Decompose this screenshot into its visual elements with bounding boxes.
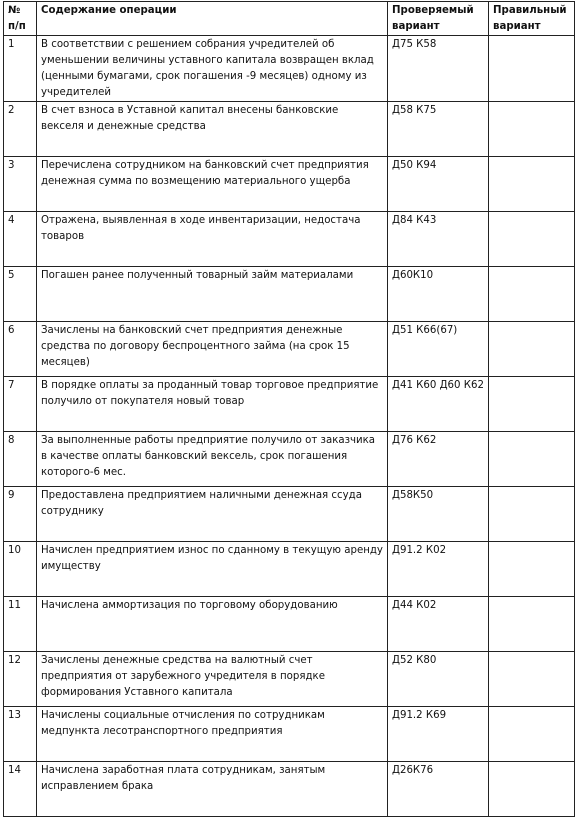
header-checked: Проверяемый вариант	[388, 2, 489, 36]
cell-num: 2	[4, 102, 37, 157]
cell-checked: Д44 К02	[388, 597, 489, 652]
table-body	[4, 36, 575, 817]
cell-description: Погашен ранее полученный товарный займ материалами	[37, 267, 388, 322]
cell-correct	[489, 267, 575, 322]
header-correct: Правильный вариант	[489, 2, 575, 36]
table-row	[4, 542, 575, 597]
cell-correct	[489, 377, 575, 432]
cell-correct	[489, 487, 575, 542]
table-row	[4, 597, 575, 652]
cell-description: Начислена аммортизация по торговому оборудованию	[37, 597, 388, 652]
header-num: № п/п	[4, 2, 37, 36]
cell-description: В счет взноса в Уставной капитал внесены банковские векселя и денежные средства	[37, 102, 388, 157]
cell-checked: Д84 К43	[388, 212, 489, 267]
operations-table	[3, 1, 575, 817]
cell-checked: Д75 К58	[388, 36, 489, 102]
cell-num: 7	[4, 377, 37, 432]
cell-correct	[489, 597, 575, 652]
cell-checked: Д50 К94	[388, 157, 489, 212]
cell-correct	[489, 762, 575, 817]
cell-checked: Д52 К80	[388, 652, 489, 707]
table-row	[4, 102, 575, 157]
header-description: Содержание операции	[37, 2, 388, 36]
cell-description: Перечислена сотрудником на банковский счет предприятия денежная сумма по возмещению материального ущерба	[37, 157, 388, 212]
cell-checked: Д26К76	[388, 762, 489, 817]
cell-description: Отражена, выявленная в ходе инвентаризации, недостача товаров	[37, 212, 388, 267]
cell-correct	[489, 102, 575, 157]
table-header-row	[4, 2, 575, 36]
table-row	[4, 157, 575, 212]
table-row	[4, 377, 575, 432]
cell-num: 6	[4, 322, 37, 377]
cell-description: Зачислены на банковский счет предприятия денежные средства по договору беспроцентного займа (на срок 15 месяцев)	[37, 322, 388, 377]
cell-checked: Д91.2 К69	[388, 707, 489, 762]
cell-num: 12	[4, 652, 37, 707]
cell-description: Начислены социальные отчисления по сотрудникам медпункта лесотранспортного предприятия	[37, 707, 388, 762]
cell-num: 5	[4, 267, 37, 322]
cell-checked: Д58 К75	[388, 102, 489, 157]
cell-correct	[489, 322, 575, 377]
table-row	[4, 707, 575, 762]
cell-correct	[489, 36, 575, 102]
cell-description: Начислена заработная плата сотрудникам, занятым исправлением брака	[37, 762, 388, 817]
cell-checked: Д41 К60 Д60 К62	[388, 377, 489, 432]
table-row	[4, 487, 575, 542]
cell-checked: Д58К50	[388, 487, 489, 542]
cell-num: 9	[4, 487, 37, 542]
cell-correct	[489, 432, 575, 487]
table-row	[4, 267, 575, 322]
cell-correct	[489, 652, 575, 707]
cell-checked: Д91.2 К02	[388, 542, 489, 597]
cell-correct	[489, 157, 575, 212]
table-row	[4, 212, 575, 267]
cell-num: 3	[4, 157, 37, 212]
cell-checked: Д51 К66(67)	[388, 322, 489, 377]
table-row	[4, 432, 575, 487]
cell-num: 11	[4, 597, 37, 652]
cell-num: 10	[4, 542, 37, 597]
cell-description: В порядке оплаты за проданный товар торговое предприятие получило от покупателя новый товар	[37, 377, 388, 432]
table-row	[4, 762, 575, 817]
table-row	[4, 36, 575, 102]
cell-num: 1	[4, 36, 37, 102]
cell-num: 4	[4, 212, 37, 267]
cell-description: За выполненные работы предприятие получило от заказчика в качестве оплаты банковский вексель, срок погашения которого-6 мес.	[37, 432, 388, 487]
cell-description: Зачислены денежные средства на валютный счет предприятия от зарубежного учредителя в порядке формирования Уставного капитала	[37, 652, 388, 707]
cell-num: 8	[4, 432, 37, 487]
cell-checked: Д76 К62	[388, 432, 489, 487]
cell-description: Предоставлена предприятием наличными денежная ссуда сотруднику	[37, 487, 388, 542]
cell-num: 14	[4, 762, 37, 817]
table-row	[4, 652, 575, 707]
cell-description: В соответствии с решением собрания учредителей об уменьшении величины уставного капитала возвращен вклад (ценными бумагами, срок погашения -9 месяцев) одному из учредителей	[37, 36, 388, 102]
cell-checked: Д60К10	[388, 267, 489, 322]
cell-num: 13	[4, 707, 37, 762]
cell-correct	[489, 212, 575, 267]
cell-correct	[489, 542, 575, 597]
table-row	[4, 322, 575, 377]
cell-correct	[489, 707, 575, 762]
cell-description: Начислен предприятием износ по сданному в текущую аренду имуществу	[37, 542, 388, 597]
